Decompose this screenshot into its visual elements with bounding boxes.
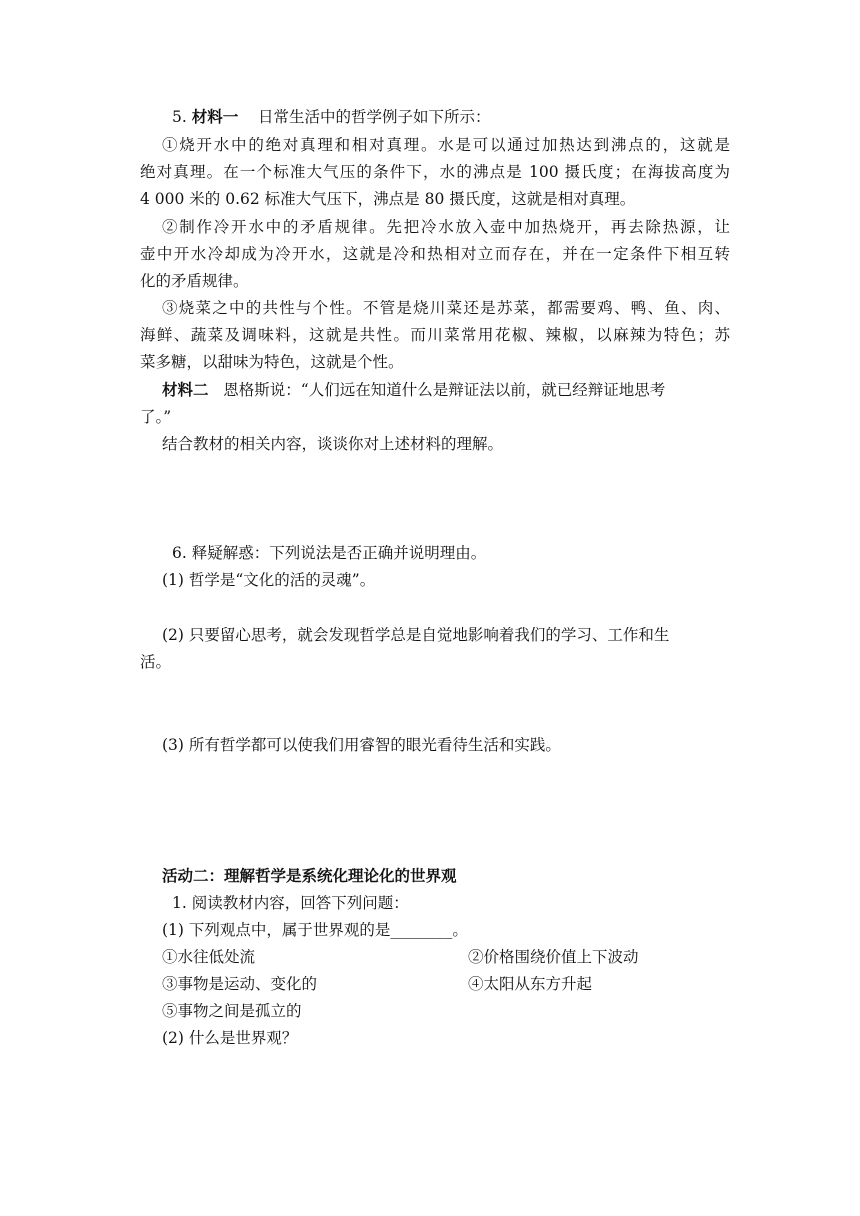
q6-statement-3: (3) 所有哲学都可以使我们用睿智的眼光看待生活和实践。 xyxy=(162,736,561,754)
q5-number: 5. xyxy=(172,108,187,126)
option-1: ①水往低处流 xyxy=(162,948,256,966)
q5-p3-line2: 海鲜、蔬菜及调味料，这就是共性。而川菜常用花椒、辣椒，以麻辣为特色；苏 xyxy=(140,326,730,344)
q6-title: 6. 释疑解惑：下列说法是否正确并说明理由。 xyxy=(172,544,487,562)
q6-statement-1: (1) 哲学是“文化的活的灵魂”。 xyxy=(162,571,376,589)
material-one-label: 材料一 xyxy=(191,108,239,126)
option-5: ⑤事物之间是孤立的 xyxy=(162,1002,302,1020)
q5-p3-line3: 菜多糖，以甜味为特色，这就是个性。 xyxy=(140,353,404,371)
q5-p1-line3: 4 000 米的 0.62 标准大气压下，沸点是 80 摄氏度，这就是相对真理。 xyxy=(140,190,636,208)
q5-task: 结合教材的相关内容，谈谈你对上述材料的理解。 xyxy=(162,435,504,453)
q5-m2-line1: 恩格斯说：“人们远在知道什么是辩证法以前，就已经辩证地思考 xyxy=(223,381,666,399)
q5-p1-line2: 绝对真理。在一个标准大气压的条件下，水的沸点是 100 摄氏度；在海拔高度为 xyxy=(140,163,730,181)
q5-p3-line1: ③烧菜之中的共性与个性。不管是烧川菜还是苏菜，都需要鸡、鸭、鱼、肉、 xyxy=(162,299,730,317)
q6-statement-2-line1: (2) 只要留心思考，就会发现哲学总是自觉地影响着我们的学习、工作和生 xyxy=(162,626,670,644)
q5-material-two xyxy=(162,380,730,400)
q5-p2-line1: ②制作冷开水中的矛盾规律。先把冷水放入壶中加热烧开，再去除热源，让 xyxy=(162,218,730,236)
activity2-heading: 活动二：理解哲学是系统化理论化的世界观 xyxy=(162,867,457,885)
option-3: ③事物是运动、变化的 xyxy=(162,975,318,993)
q5-p2-line2: 壶中开水冷却成为冷开水，这就是冷和热相对立而存在，并在一定条件下相互转 xyxy=(140,245,730,263)
q5-p1-line1: ①烧开水中的绝对真理和相对真理。水是可以通过加热达到沸点的，这就是 xyxy=(162,136,730,154)
activity2-sub2: (2) 什么是世界观？ xyxy=(162,1029,298,1047)
q5-intro: 日常生活中的哲学例子如下所示： xyxy=(257,108,491,126)
q5-m2-line2: 了。” xyxy=(140,408,172,426)
material-two-label: 材料二 xyxy=(162,381,209,399)
q5-p2-line3: 化的矛盾规律。 xyxy=(140,272,249,290)
option-4: ④太阳从东方升起 xyxy=(468,975,593,993)
activity2-q1: 1. 阅读教材内容，回答下列问题： xyxy=(172,894,409,912)
option-2: ②价格围绕价值上下波动 xyxy=(468,948,639,966)
q6-statement-2-line2: 活。 xyxy=(140,653,172,671)
q5-heading xyxy=(172,107,732,127)
activity2-sub1: (1) 下列观点中，属于世界观的是________。 xyxy=(162,921,468,939)
